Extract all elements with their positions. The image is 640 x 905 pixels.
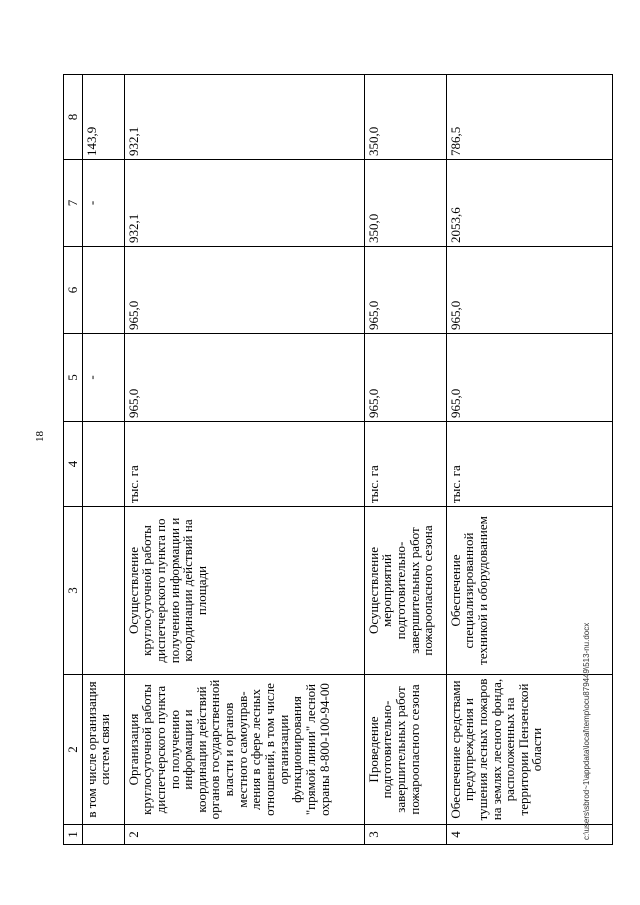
value-cell: 2053,6 — [446, 160, 612, 247]
task-cell: Осуществление круглосуточной работы диспетчерского пункта по получению информации и координации действий на площади — [124, 507, 364, 675]
value-cell: - — [82, 160, 124, 247]
value-cell: 350,0 — [364, 160, 446, 247]
column-header: 8 — [64, 75, 83, 160]
activity-cell: Проведение подготовительно- завершительных работ пожароопасного сезона — [364, 675, 446, 825]
value-cell: 965,0 — [446, 334, 612, 422]
value-cell: 786,5 — [446, 75, 612, 160]
row-number: 3 — [364, 825, 446, 845]
task-cell: Обеспечение специализированной техникой и оборудованием — [446, 507, 612, 675]
value-cell: 350,0 — [364, 75, 446, 160]
header-row — [64, 75, 83, 845]
unit-cell: тыс. га — [446, 422, 612, 507]
footer-path-text: c:\users\sbrod~1\appdata\local\temp\ocu879449\513-nu.docx — [582, 622, 591, 840]
rotated-table-container — [63, 75, 613, 845]
table-row — [124, 75, 364, 845]
column-header: 3 — [64, 507, 83, 675]
value-cell: 965,0 — [446, 247, 612, 334]
table-row — [364, 75, 446, 845]
task-cell: Осуществление мероприятий подготовительно- завершительных работ пожароопасного сезона — [364, 507, 446, 675]
activity-cell: Организация круглосуточной работы диспетчерского пункта по получению информации и координации действий органов государственной власти и органов местного самоуправ- ления в сфере лесных отношений, в том числе организации функционирования "прямой линии" лесной охраны 8-800-100-94-00 — [124, 675, 364, 825]
value-cell: 965,0 — [364, 247, 446, 334]
row-number: 2 — [124, 825, 364, 845]
column-header: 6 — [64, 247, 83, 334]
value-cell: 965,0 — [124, 247, 364, 334]
value-cell: - — [82, 334, 124, 422]
row-number — [82, 825, 124, 845]
unit-cell: тыс. га — [364, 422, 446, 507]
column-header: 4 — [64, 422, 83, 507]
value-cell: 143,9 — [82, 75, 124, 160]
value-cell: 932,1 — [124, 160, 364, 247]
task-cell — [82, 507, 124, 675]
page-number-text: 18 — [34, 431, 46, 442]
value-cell: 965,0 — [364, 334, 446, 422]
column-header: 7 — [64, 160, 83, 247]
value-cell — [82, 247, 124, 334]
activity-cell: в том числе организация систем связи — [82, 675, 124, 825]
column-header: 5 — [64, 334, 83, 422]
unit-cell — [82, 422, 124, 507]
table-row — [82, 75, 124, 845]
column-header: 2 — [64, 675, 83, 825]
data-table — [63, 74, 613, 845]
row-number: 4 — [446, 825, 612, 845]
column-header: 1 — [64, 825, 83, 845]
activity-cell: Обеспечение средствами предупреждения и тушения лесных пожаров на землях лесного фонда, расположенных на территории Пензенской области — [446, 675, 612, 825]
unit-cell: тыс. га — [124, 422, 364, 507]
value-cell: 965,0 — [124, 334, 364, 422]
value-cell: 932,1 — [124, 75, 364, 160]
